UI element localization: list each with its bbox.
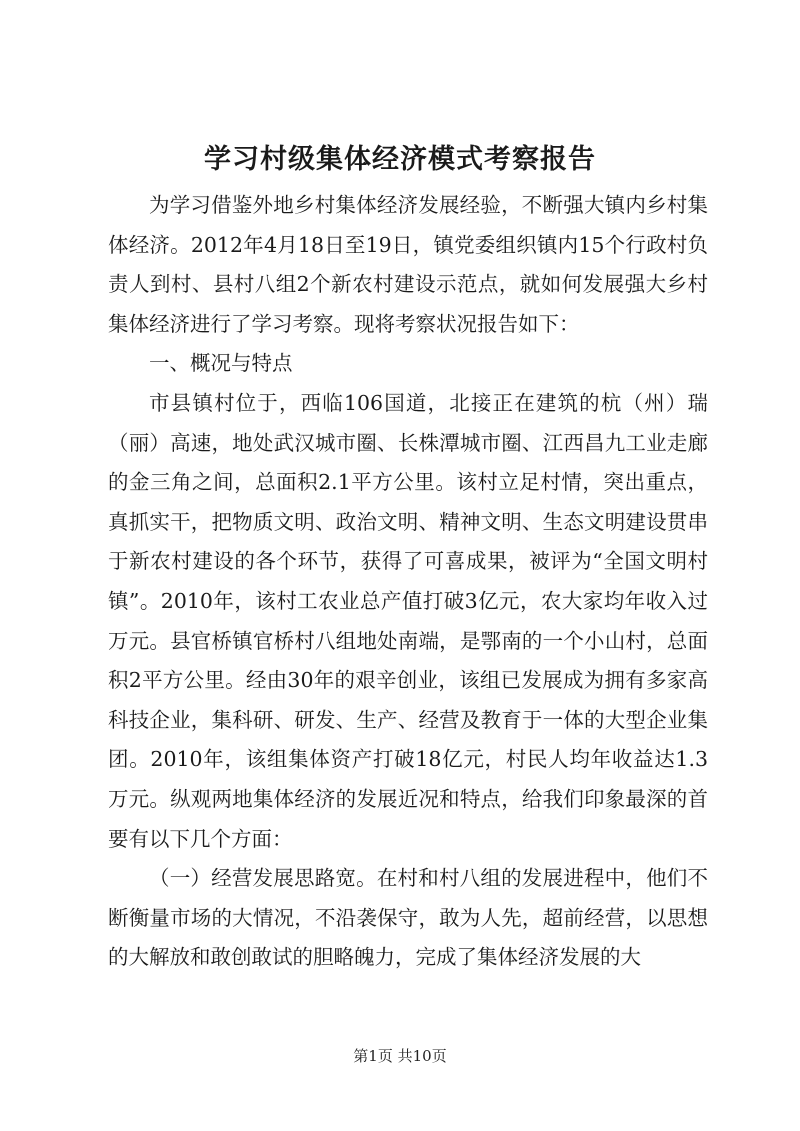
paragraph-overview: 市县镇村位于，西临106国道，北接正在建筑的杭（州）瑞（丽）高速，地处武汉城市圈、长株潭城市圈、江西昌九工业走廊的金三角之间，总面积2.1平方公里。该村立足村情，突出重点，真抓实干，把物质文明、政治文明、精神文明、生态文明建设贯串于新农村建设的各个环节，获得了可喜成果，被评为“全国文明村镇”。2010年，该村工农业总产值打破3亿元，农大家均年收入过万元。县官桥镇官桥村八组地处南端，是鄂南的一个小山村，总面积2平方公里。经由30年的艰辛创业，该组已发展成为拥有多家高科技企业，集科研、研发、生产、经营及教育于一体的大型企业集团。2010年，该组集体资产打破18亿元，村民人均年收益达1.3万元。纵观两地集体经济的发展近况和特点，给我们印象最深的首要有以下几个方面： xyxy=(108,390,708,851)
section-heading-overview: 一、概况与特点 xyxy=(149,351,293,376)
page-number: 第1页 共10页 xyxy=(353,1047,447,1065)
paragraph-intro: 为学习借鉴外地乡村集体经济发展经验，不断强大镇内乡村集体经济。2012年4月18日至19日，镇党委组织镇内15个行政村负责人到村、县村八组2个新农村建设示范点，就如何发展强大乡村集体经济进行了学习考察。现将考察状况报告如下： xyxy=(108,193,708,336)
document-body xyxy=(108,186,708,978)
paragraph-subsection-1: （一）经营发展思路宽。在村和村八组的发展进程中，他们不断衡量市场的大情况，不沿袭保守，敢为人先，超前经营，以思想的大解放和敢创敢试的胆略魄力，完成了集体经济发展的大 xyxy=(108,866,708,970)
document-title: 学习村级集体经济模式考察报告 xyxy=(204,144,596,175)
